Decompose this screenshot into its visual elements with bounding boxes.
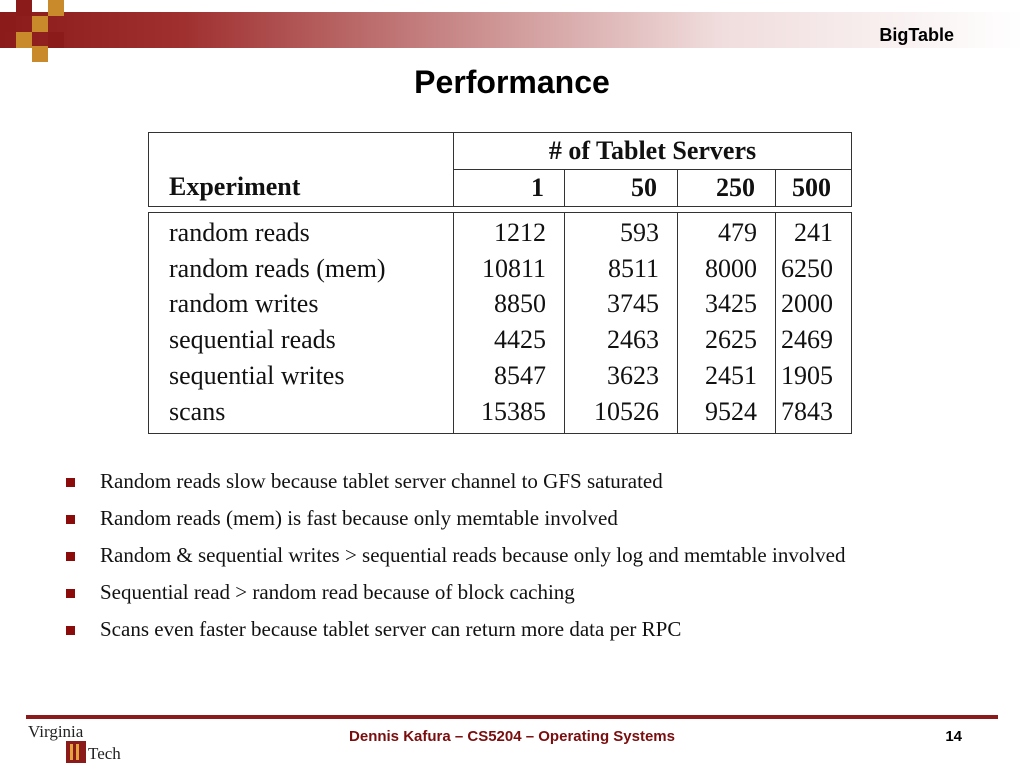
server-count-1: 1	[454, 170, 565, 207]
experiment-name: random writes	[169, 289, 319, 319]
table-cell: 7843	[781, 396, 833, 426]
table-cell: 593	[620, 218, 659, 247]
page-title: Performance	[414, 64, 610, 100]
list-item	[64, 503, 944, 534]
bullet-text: Random reads (mem) is fast because only memtable involved	[100, 506, 618, 530]
table-cell: 15385	[481, 396, 546, 426]
list-item	[64, 540, 944, 571]
list-item	[64, 614, 944, 645]
square-bullet-icon	[66, 478, 75, 487]
table-cell: 8850	[494, 289, 546, 319]
table-cell: 1905	[781, 360, 833, 390]
table-cell: 6250	[781, 253, 833, 283]
topic-label: BigTable	[879, 25, 954, 45]
table-cell: 479	[718, 218, 757, 247]
performance-table	[148, 132, 852, 430]
bullet-list	[64, 466, 944, 651]
column-500-servers	[776, 213, 852, 434]
column-50-servers	[565, 213, 678, 434]
bullet-text: Scans even faster because tablet server can return more data per RPC	[100, 617, 682, 641]
list-item	[64, 466, 944, 497]
table-cell: 3623	[607, 360, 659, 390]
table-cell: 2469	[781, 325, 833, 355]
header-banner	[0, 12, 1024, 48]
bullet-text: Sequential read > random read because of block caching	[100, 580, 575, 604]
table-cell: 8547	[494, 360, 546, 390]
column-1-server	[454, 213, 565, 434]
square-bullet-icon	[66, 515, 75, 524]
server-count-250: 250	[678, 170, 776, 207]
table-header	[148, 132, 852, 207]
experiment-name: scans	[169, 396, 226, 426]
footer-course-label: Dennis Kafura – CS5204 – Operating Systems	[349, 728, 675, 745]
decorative-squares-icon	[0, 0, 80, 62]
footer-divider	[26, 715, 998, 719]
table-cell: 3745	[607, 289, 659, 319]
list-item	[64, 577, 944, 608]
tablet-servers-header: # of Tablet Servers	[454, 133, 852, 170]
experiment-name: sequential reads	[169, 325, 336, 355]
server-count-500: 500	[776, 170, 852, 207]
logo-virginia-text: Virginia	[28, 722, 84, 741]
experiment-name: random reads	[169, 218, 310, 247]
table-cell: 8511	[607, 253, 659, 283]
experiment-names	[149, 213, 454, 434]
bullet-text: Random reads slow because tablet server channel to GFS saturated	[100, 469, 663, 493]
server-count-50: 50	[565, 170, 678, 207]
column-250-servers	[678, 213, 776, 434]
table-body	[148, 212, 852, 434]
table-cell: 8000	[705, 253, 757, 283]
table-cell: 2451	[705, 360, 757, 390]
table-cell: 10526	[594, 396, 659, 426]
experiment-header: Experiment	[149, 133, 454, 207]
table-cell: 3425	[705, 289, 757, 319]
table-cell: 2000	[781, 289, 833, 319]
table-cell: 241	[794, 218, 833, 247]
logo-tech-text: Tech	[88, 744, 121, 763]
experiment-name: sequential writes	[169, 360, 345, 390]
table-cell: 1212	[494, 218, 546, 247]
square-bullet-icon	[66, 552, 75, 561]
square-bullet-icon	[66, 626, 75, 635]
page-number: 14	[945, 728, 962, 745]
table-cell: 2625	[705, 325, 757, 355]
table-cell: 10811	[481, 253, 546, 283]
experiment-name: random reads (mem)	[169, 253, 386, 283]
table-cell: 4425	[494, 325, 546, 355]
table-cell: 9524	[705, 396, 757, 426]
table-cell: 2463	[607, 325, 659, 355]
bullet-text: Random & sequential writes > sequential reads because only log and memtable involved	[100, 543, 846, 567]
square-bullet-icon	[66, 589, 75, 598]
